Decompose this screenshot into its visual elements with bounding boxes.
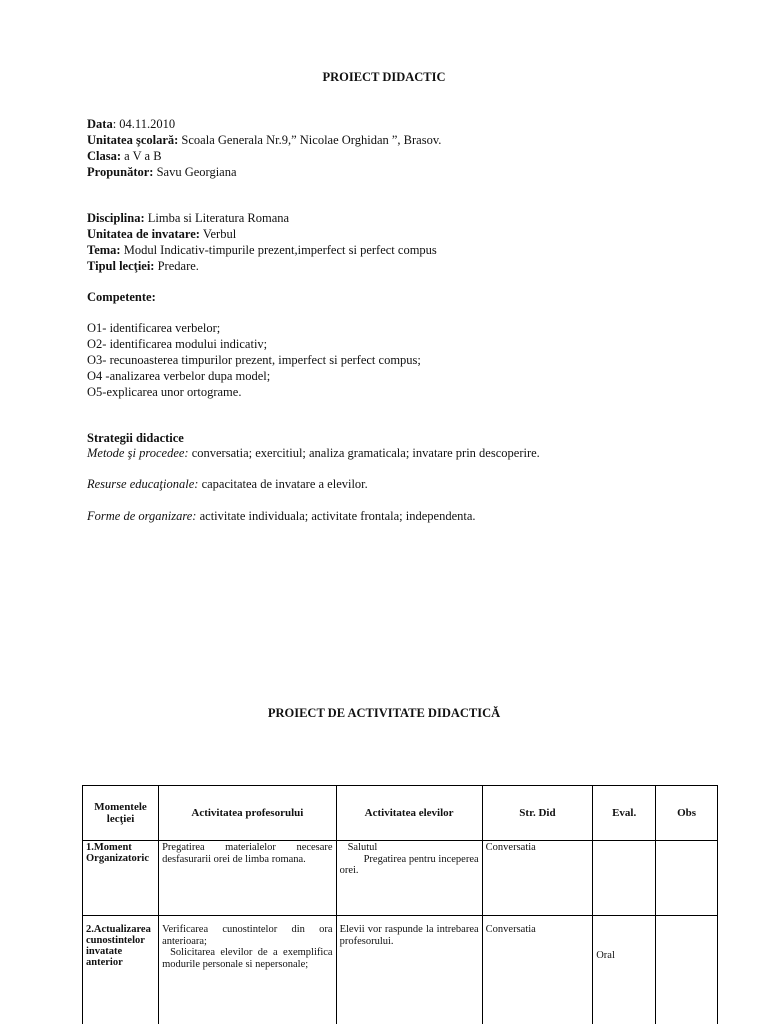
tema-label: Tema: [87, 243, 121, 257]
row-moment: 2.Actualizarea cunostintelor invatate anterior [83, 916, 159, 1024]
info-clasa [87, 148, 162, 164]
header-momentele: Momentele lecţiei [83, 786, 159, 841]
strategii-heading [87, 430, 184, 446]
resurse-value: capacitatea de invatare a elevilor. [198, 477, 368, 491]
metode-label: Metode şi procedee: [87, 446, 189, 460]
strategii-heading-text: Strategii didactice [87, 431, 184, 445]
forme-label: Forme de organizare: [87, 509, 197, 523]
competenta-item: O5-explicarea unor ortograme. [87, 385, 242, 399]
disciplina-value: Limba si Literatura Romana [144, 211, 290, 225]
tipul-value: Predare. [154, 259, 199, 273]
competenta-item: O4 -analizarea verbelor dupa model; [87, 369, 271, 383]
info-propunator [87, 164, 237, 180]
clasa-label: Clasa: [87, 149, 122, 163]
strategii-resurse [87, 476, 368, 492]
lesson-disciplina [87, 210, 289, 226]
row-profesor [159, 916, 337, 1024]
header-obs: Obs [656, 786, 718, 841]
clasa-value: a V a B [121, 149, 162, 163]
row-obs [656, 841, 718, 916]
tipul-label: Tipul lecţiei: [87, 259, 155, 273]
propunator-value: Savu Georgiana [153, 165, 237, 179]
competente-heading-text: Competente: [87, 290, 156, 304]
activity-table [82, 785, 718, 1024]
competenta-item: O2- identificarea modului indicativ; [87, 337, 268, 351]
lesson-tipul [87, 258, 199, 274]
row-profesor: Pregatirea materialelor necesare desfasurarii orei de limba romana. [159, 841, 337, 916]
strategii-metode [87, 445, 540, 461]
row-elevi: Elevii vor raspunde la intrebarea profesorului. [336, 916, 482, 1024]
row-eval [593, 916, 656, 1024]
unitate-value: Scoala Generala Nr.9,” Nicolae Orghidan ”, Brasov. [178, 133, 442, 147]
propunator-label: Propunător: [87, 165, 154, 179]
row-strategii: Conversatia [482, 916, 593, 1024]
resurse-label: Resurse educaţionale: [87, 477, 199, 491]
header-elevi: Activitatea elevilor [336, 786, 482, 841]
header-eval: Eval. [593, 786, 656, 841]
competente-heading [87, 289, 156, 305]
table-row [83, 916, 718, 1024]
disciplina-label: Disciplina: [87, 211, 145, 225]
forme-value: activitate individuala; activitate frontala; independenta. [196, 509, 476, 523]
row-strategii: Conversatia [482, 841, 593, 916]
table-row [83, 841, 718, 916]
competenta-item: O1- identificarea verbelor; [87, 321, 221, 335]
lesson-tema [87, 242, 437, 258]
eval-value: Oral [596, 950, 615, 961]
row-eval [593, 841, 656, 916]
info-unitate [87, 132, 441, 148]
table-header-row [83, 786, 718, 841]
row-obs [656, 916, 718, 1024]
data-label: Data [87, 117, 113, 131]
document-title: PROIECT DIDACTIC [322, 70, 446, 84]
unitate-label: Unitatea şcolară: [87, 133, 179, 147]
activity-title: PROIECT DE ACTIVITATE DIDACTICĂ [267, 706, 501, 720]
elevi-line: Salutul [347, 842, 378, 853]
unitate-invatare-label: Unitatea de invatare: [87, 227, 200, 241]
profesor-line: Verificarea cunostintelor din ora anterioara; [162, 924, 333, 947]
tema-value: Modul Indicativ-timpurile prezent,imperfect si perfect compus [120, 243, 437, 257]
strategii-forme [87, 508, 476, 524]
info-data [87, 116, 175, 132]
metode-value: conversatia; exercitiul; analiza gramaticala; invatare prin descoperire. [188, 446, 540, 460]
unitate-invatare-value: Verbul [199, 227, 237, 241]
row-elevi [336, 841, 482, 916]
competenta-item: O3- recunoasterea timpurilor prezent, imperfect si perfect compus; [87, 353, 421, 367]
row-moment: 1.Moment Organizatoric [83, 841, 159, 916]
header-profesor: Activitatea profesorului [159, 786, 337, 841]
lesson-unitate-invatare [87, 226, 236, 242]
data-value: : 04.11.2010 [112, 117, 176, 131]
profesor-line: Solicitarea elevilor de a exemplifica modurile personale si nepersonale; [162, 947, 333, 970]
elevi-line: Pregatirea pentru inceperea orei. [339, 853, 479, 876]
header-strategii: Str. Did [482, 786, 593, 841]
